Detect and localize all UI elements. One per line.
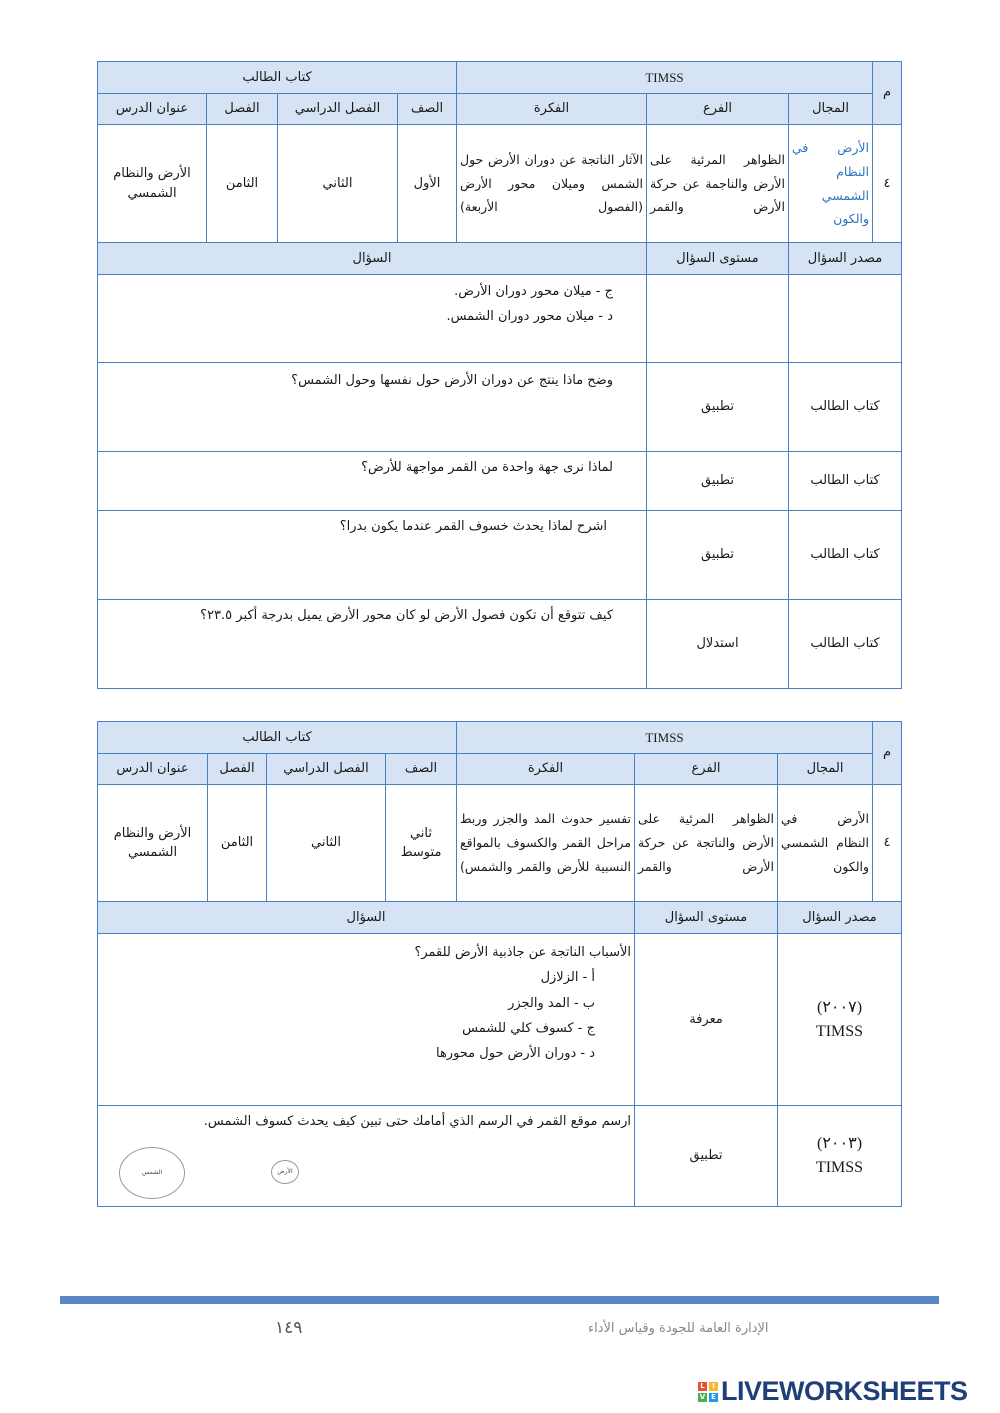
question-cell — [98, 934, 635, 1106]
grade-value: ثاني متوسط — [386, 785, 457, 902]
source-name: TIMSS — [815, 1022, 864, 1040]
option-a: أ - الزلازل — [540, 970, 596, 986]
logo-letter: L — [698, 1382, 707, 1391]
source-cell: كتاب الطالب — [789, 452, 902, 511]
semester-value: الثاني — [267, 785, 386, 902]
source-cell — [789, 275, 902, 363]
question-cell — [98, 363, 647, 452]
page-number: ١٤٩ — [275, 1318, 303, 1338]
col-source: مصدر السؤال — [778, 902, 902, 934]
option-c: ج - ميلان محور دوران الأرض. — [454, 284, 614, 299]
source-name: TIMSS — [815, 1159, 864, 1176]
col-level: مستوى السؤال — [635, 902, 778, 934]
org-name: الإدارة العامة للجودة وقياس الأداء — [588, 1321, 769, 1336]
level-cell: استدلال — [647, 600, 789, 689]
lesson-value: الأرض والنظام الشمسي — [98, 785, 208, 902]
col-branch: الفرع — [635, 754, 778, 785]
sun-label: الشمس — [142, 1169, 162, 1176]
num-header: م — [873, 62, 902, 125]
earth-circle — [271, 1160, 299, 1184]
level-cell: معرفة — [635, 934, 778, 1106]
source-cell: كتاب الطالب — [789, 363, 902, 452]
col-field: المجال — [789, 94, 873, 125]
logo-text: LIVEWORKSHEETS — [721, 1376, 968, 1406]
option-d: د - ميلان محور دوران الشمس. — [446, 309, 614, 325]
option-b: ب - المد والجزر — [508, 995, 596, 1011]
col-field: المجال — [778, 754, 873, 785]
col-idea: الفكرة — [457, 754, 635, 785]
col-semester: الفصل الدراسي — [278, 94, 398, 125]
level-cell: تطبيق — [647, 511, 789, 600]
field-value: الأرض في النظام الشمسي والكون — [789, 125, 873, 243]
row-number: ٤ — [873, 125, 902, 243]
source-cell: كتاب الطالب — [789, 600, 902, 689]
question-cell — [98, 452, 647, 511]
level-cell: تطبيق — [635, 1106, 778, 1207]
col-lesson: عنوان الدرس — [98, 754, 208, 785]
question-cell — [98, 600, 647, 689]
question-text: اشرح لماذا يحدث خسوف القمر عندما يكون بدرا؟ — [339, 519, 608, 534]
source-cell: كتاب الطالب — [789, 511, 902, 600]
question-text: ارسم موقع القمر في الرسم الذي أمامك حتى تبين كيف يحدث كسوف الشمس. — [203, 1114, 632, 1129]
liveworksheets-logo — [698, 1376, 968, 1407]
logo-grid-icon — [698, 1382, 718, 1402]
idea-value: الآثار الناتجة عن دوران الأرض حول الشمس وميلان محور الأرض (الفصول الأربعة) — [457, 125, 647, 243]
option-c: ج - كسوف كلي للشمس — [462, 1021, 596, 1037]
question-text: وضح ماذا ينتج عن دوران الأرض حول نفسها وحول الشمس؟ — [291, 373, 614, 388]
col-chapter: الفصل — [207, 94, 278, 125]
source-year: (٢٠٠٧) — [817, 998, 863, 1016]
earth-label: الأرض — [277, 1168, 293, 1175]
table-1 — [97, 61, 902, 689]
table-2 — [97, 721, 902, 1207]
col-chapter: الفصل — [208, 754, 267, 785]
logo-letter: I — [709, 1382, 718, 1391]
logo-letter: V — [699, 1392, 706, 1401]
col-source: مصدر السؤال — [789, 243, 902, 275]
col-question: السؤال — [98, 902, 635, 934]
option-d: د - دوران الأرض حول محورها — [435, 1046, 596, 1062]
field-value: الأرض في النظام الشمسي والكون — [778, 785, 873, 902]
student-book-header: كتاب الطالب — [98, 722, 457, 754]
timss-header: TIMSS — [457, 722, 873, 754]
question-cell — [98, 1106, 635, 1207]
col-grade: الصف — [398, 94, 457, 125]
timss-header: TIMSS — [457, 62, 873, 94]
num-header: م — [873, 722, 902, 785]
branch-value: الظواهر المرئية على الأرض والناتجة عن حركة الأرض والقمر — [635, 785, 778, 902]
question-stem: الأسباب الناتجة عن جاذبية الأرض للقمر؟ — [414, 945, 632, 960]
footer-divider — [60, 1296, 939, 1304]
level-cell: تطبيق — [647, 363, 789, 452]
question-text: كيف تتوقع أن تكون فصول الأرض لو كان محور الأرض يميل بدرجة أكبر ٢٣.٥؟ — [200, 608, 614, 623]
grade-value: الأول — [398, 125, 457, 243]
level-cell: تطبيق — [647, 452, 789, 511]
col-idea: الفكرة — [457, 94, 647, 125]
chapter-value: الثامن — [207, 125, 278, 243]
col-lesson: عنوان الدرس — [98, 94, 207, 125]
question-text: لماذا نرى جهة واحدة من القمر مواجهة للأرض؟ — [361, 460, 614, 475]
source-cell — [778, 1106, 902, 1207]
row-number: ٤ — [873, 785, 902, 902]
chapter-value: الثامن — [208, 785, 267, 902]
sun-circle — [119, 1147, 185, 1199]
semester-value: الثاني — [278, 125, 398, 243]
source-cell — [778, 934, 902, 1106]
col-level: مستوى السؤال — [647, 243, 789, 275]
col-branch: الفرع — [647, 94, 789, 125]
source-year: (٢٠٠٣) — [817, 1135, 863, 1152]
level-cell — [647, 275, 789, 363]
col-semester: الفصل الدراسي — [267, 754, 386, 785]
idea-value: تفسير حدوث المد والجزر وربط مراحل القمر والكسوف بالمواقع النسبية للأرض والقمر والشمس) — [457, 785, 635, 902]
student-book-header: كتاب الطالب — [98, 62, 457, 94]
question-cell — [98, 511, 647, 600]
question-cell — [98, 275, 647, 363]
col-grade: الصف — [386, 754, 457, 785]
logo-letter: E — [709, 1393, 718, 1402]
col-question: السؤال — [98, 243, 647, 275]
branch-value: الظواهر المرئية على الأرض والناجمة عن حركة الأرض والقمر — [647, 125, 789, 243]
lesson-value: الأرض والنظام الشمسي — [98, 125, 207, 243]
